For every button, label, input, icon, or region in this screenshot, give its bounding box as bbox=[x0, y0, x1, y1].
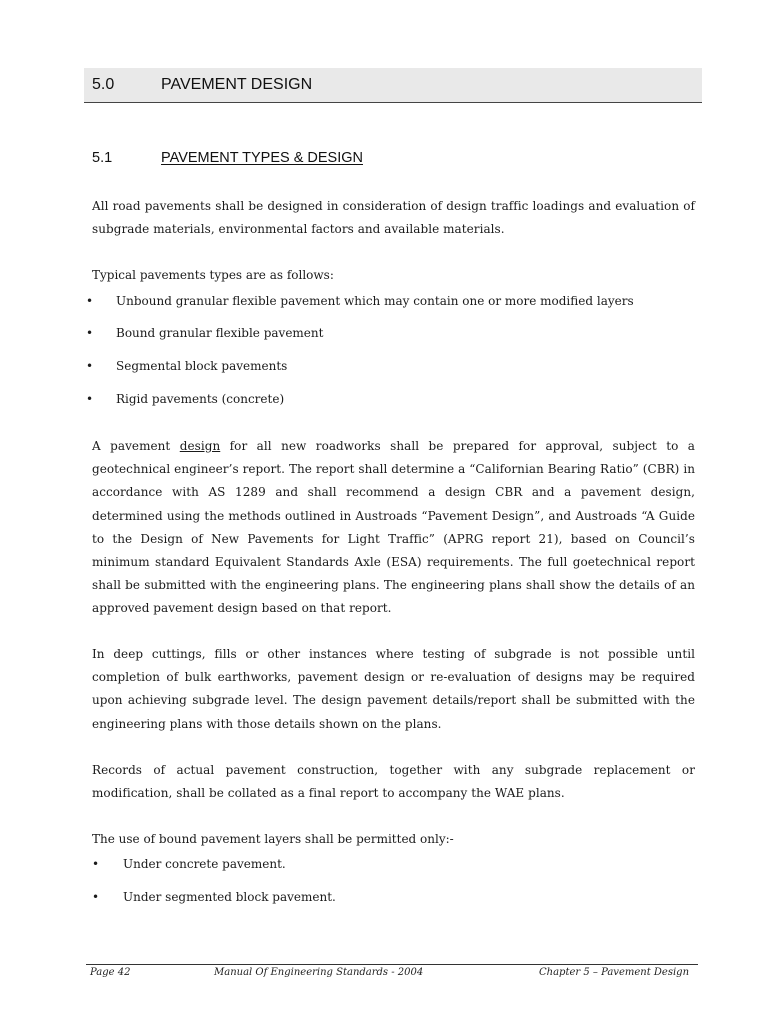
list-item-text: Bound granular flexible pavement bbox=[116, 326, 324, 340]
underlined-word: design bbox=[179, 439, 221, 453]
list-item-text: Unbound granular flexible pavement which may contain one or more modified layers bbox=[116, 294, 634, 308]
bullet-icon: • bbox=[86, 294, 94, 308]
section-heading bbox=[84, 68, 702, 103]
bullet-icon: • bbox=[92, 857, 100, 871]
footer-page-number: Page 42 bbox=[90, 967, 131, 978]
deep-cuttings-paragraph: In deep cuttings, fills or other instances where testing of subgrade is not possible until completion of bulk earthworks, pavement design or re-evaluation of designs may be required upon achieving subgrade level. The design pavement details/report shall be submitted with the engineering plans with those details shown on the plans. bbox=[92, 647, 695, 731]
intro-paragraph: All road pavements shall be designed in consideration of design traffic loadings and evaluation of subgrade materials, environmental factors and available materials. bbox=[92, 199, 695, 236]
bound-intro: The use of bound pavement layers shall be permitted only:- bbox=[92, 832, 454, 846]
para-text: A pavement bbox=[92, 439, 180, 453]
types-intro: Typical pavements types are as follows: bbox=[92, 268, 334, 282]
footer-divider bbox=[86, 964, 698, 965]
footer-chapter: Chapter 5 – Pavement Design bbox=[539, 967, 690, 978]
section-number: 5.0 bbox=[92, 76, 115, 93]
subsection-title: PAVEMENT TYPES & DESIGN bbox=[161, 150, 363, 166]
section-title: PAVEMENT DESIGN bbox=[161, 76, 313, 93]
subsection-number: 5.1 bbox=[92, 150, 113, 166]
list-item-text: Segmental block pavements bbox=[116, 359, 288, 373]
list-item-text: Under concrete pavement. bbox=[123, 857, 286, 871]
footer-manual-title: Manual Of Engineering Standards - 2004 bbox=[214, 967, 424, 978]
bullet-icon: • bbox=[86, 359, 94, 373]
pavement-design-paragraph bbox=[92, 435, 695, 621]
bullet-icon: • bbox=[86, 392, 94, 406]
list-item-text: Rigid pavements (concrete) bbox=[116, 392, 285, 406]
para-text: for all new roadworks shall be prepared for approval, subject to a geotechnical engineer’s report. The report shall determine a “Californian Bearing Ratio” (CBR) in accordance with AS 1289 and shall recommend a design CBR and a pavement design, determined using the methods outlined in Austroads “Pavement Design”, and Austroads “A Guide to the Design of New Pavements for Light Traffic” (APRG report 21), based on Council’s minimum standard Equivalent Standards Axle (ESA) requirements. The full goetechnical report shall be submitted with the engineering plans. The engineering plans shall show the details of an approved pavement design based on that report. bbox=[92, 439, 695, 616]
bullet-icon: • bbox=[92, 890, 100, 904]
list-item-text: Under segmented block pavement. bbox=[123, 890, 336, 904]
bullet-icon: • bbox=[86, 326, 94, 340]
records-paragraph: Records of actual pavement construction, together with any subgrade replacement or modification, shall be collated as a final report to accompany the WAE plans. bbox=[92, 763, 695, 800]
